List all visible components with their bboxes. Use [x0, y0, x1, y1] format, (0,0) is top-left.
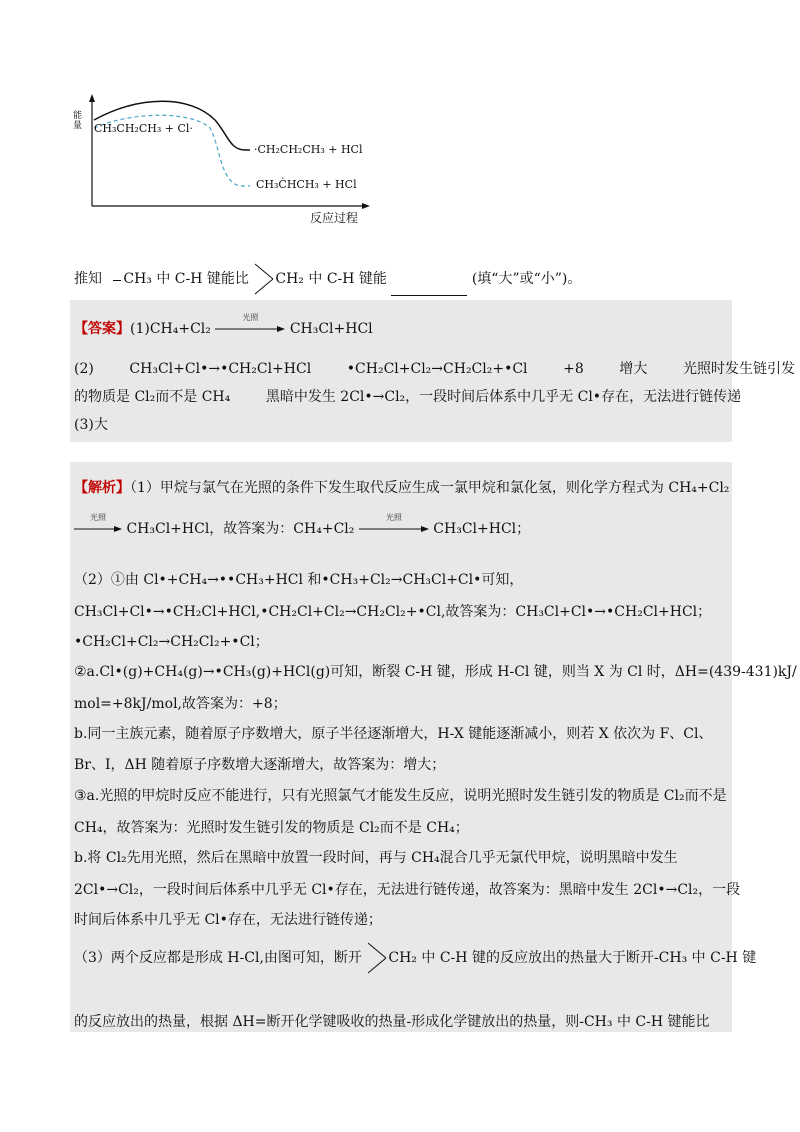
analysis-p13: 2Cl•→Cl₂，一段时间后体系中几乎无 Cl•存在，无法进行链传递，故答案为：黑暗中发生 2Cl•→Cl₂，一段: [74, 882, 741, 898]
answer-blank: [391, 281, 467, 296]
analysis-p15-group: CH₂: [388, 950, 417, 966]
analysis-p15a: （3）两个反应都是形成 H-Cl,由图可知，断开: [74, 950, 362, 966]
analysis-p2b: CH₃Cl+HCl；: [433, 521, 531, 537]
answer-tag: 【答案】: [74, 321, 130, 337]
product2-label: CH₃ĊHCH₃ + HCl: [256, 178, 357, 191]
bond-dash: [113, 280, 121, 281]
answer-line-1: [74, 313, 373, 338]
analysis-tag: 【解析】: [74, 480, 130, 496]
reactant-label: CH₃CH₂CH₃ + Cl·: [94, 122, 193, 135]
answer-line-2: (2) CH₃Cl+Cl•→•CH₂Cl+HCl •CH₂Cl+Cl₂→CH₂Cl₂+•Cl +8 增大 光照时发生链引发: [74, 361, 795, 377]
analysis-p5: •CH₂Cl+Cl₂→CH₂Cl₂+•Cl；: [74, 634, 269, 650]
analysis-p11: CH₄，故答案为：光照时发生链引发的物质是 Cl₂而不是 CH₄；: [74, 820, 469, 836]
product1-label: ·CH₂CH₂CH₃ + HCl: [254, 143, 363, 156]
question-suffix: (填“大”或“小”)。: [471, 271, 582, 287]
arrow-light: [215, 313, 285, 337]
question-mid2: 中 C-H 键能: [308, 271, 387, 287]
analysis-p1: [74, 477, 729, 497]
analysis-p7: mol=+8kJ/mol,故答案为：+8；: [74, 696, 287, 712]
x-axis-arrow: [362, 203, 370, 209]
question-prefix: 推知: [74, 271, 102, 287]
arrow-light-2: [74, 513, 122, 537]
analysis-p6: ②a.Cl•(g)+CH₄(g)→•CH₃(g)+HCl(g)可知，断裂 C-H 键，形成 H-Cl 键，则当 X 为 Cl 时，ΔH=(439-431)kJ/: [74, 664, 797, 680]
analysis-p15b: 中 C-H 键的反应放出的热量大于断开-CH₃ 中 C-H 键: [421, 950, 757, 966]
question-mid1: 中 C-H 键能比: [156, 271, 249, 287]
answer-1b: CH₃Cl+HCl: [289, 321, 373, 337]
x-axis-label: 反应过程: [310, 211, 359, 225]
arrow-label-2: 光照: [90, 513, 106, 522]
analysis-p10: ③a.光照的甲烷时反应不能进行，只有光照氯气才能发生反应，说明光照时发生链引发的物质是 Cl₂而不是: [74, 788, 727, 804]
arrow-light-3: [359, 513, 429, 537]
analysis-p4: CH₃Cl+Cl•→•CH₂Cl+HCl,•CH₂Cl+Cl₂→CH₂Cl₂+•Cl,故答案为：CH₃Cl+Cl•→•CH₂Cl+HCl；: [74, 604, 712, 620]
analysis-p3: （2）①由 Cl•+CH₄→••CH₃+HCl 和•CH₃+Cl₂→CH₃Cl+Cl•可知，: [74, 572, 524, 588]
question-line: [74, 262, 581, 296]
y-axis-label: 能量: [71, 110, 81, 130]
answer-1a: (1)CH₄+Cl₂: [130, 321, 211, 337]
group1: CH₃: [123, 271, 152, 287]
analysis-p2a: CH₃Cl+HCl，故答案为：CH₄+Cl₂: [126, 521, 355, 537]
arrow-label: 光照: [242, 313, 259, 322]
energy-diagram: [70, 90, 390, 230]
analysis-p9: Br、I，ΔH 随着原子序数增大逐渐增大，故答案为：增大；: [74, 757, 446, 773]
analysis-p16: 的反应放出的热量，根据 ΔH=断开化学键吸收的热量-形成化学键放出的热量，则-CH₃ 中 C-H 键能比: [74, 1014, 710, 1030]
analysis-p1-text: （1）甲烷与氯气在光照的条件下发生取代反应生成一氯甲烷和氯化氢，则化学方程式为 CH₄+Cl₂: [130, 480, 730, 496]
analysis-p2: [74, 513, 531, 538]
arrow-label-3: 光照: [385, 513, 402, 522]
analysis-p15: [74, 941, 756, 975]
answer-line-4: (3)大: [74, 417, 108, 433]
analysis-p14: 时间后体系中几乎无 Cl•存在，无法进行链传递；: [74, 912, 382, 928]
y-axis-arrow: [89, 94, 95, 102]
ch2-bond-svg-2: [366, 941, 388, 975]
analysis-p8: b.同一主族元素，随着原子序数增大，原子半径逐渐增大，H-X 键能逐渐减小，则若 X 依次为 F、Cl、: [74, 726, 713, 742]
answer-line-3: 的物质是 Cl₂而不是 CH₄ 黑暗中发生 2Cl•→Cl₂，一段时间后体系中几乎无 Cl•存在，无法进行链传递: [74, 389, 742, 405]
ch2-bond-svg: [253, 262, 275, 296]
analysis-p12: b.将 Cl₂先用光照，然后在黑暗中放置一段时间，再与 CH₄混合几乎无氯代甲烷，说明黑暗中发生: [74, 850, 678, 866]
group2: CH₂: [275, 271, 304, 287]
